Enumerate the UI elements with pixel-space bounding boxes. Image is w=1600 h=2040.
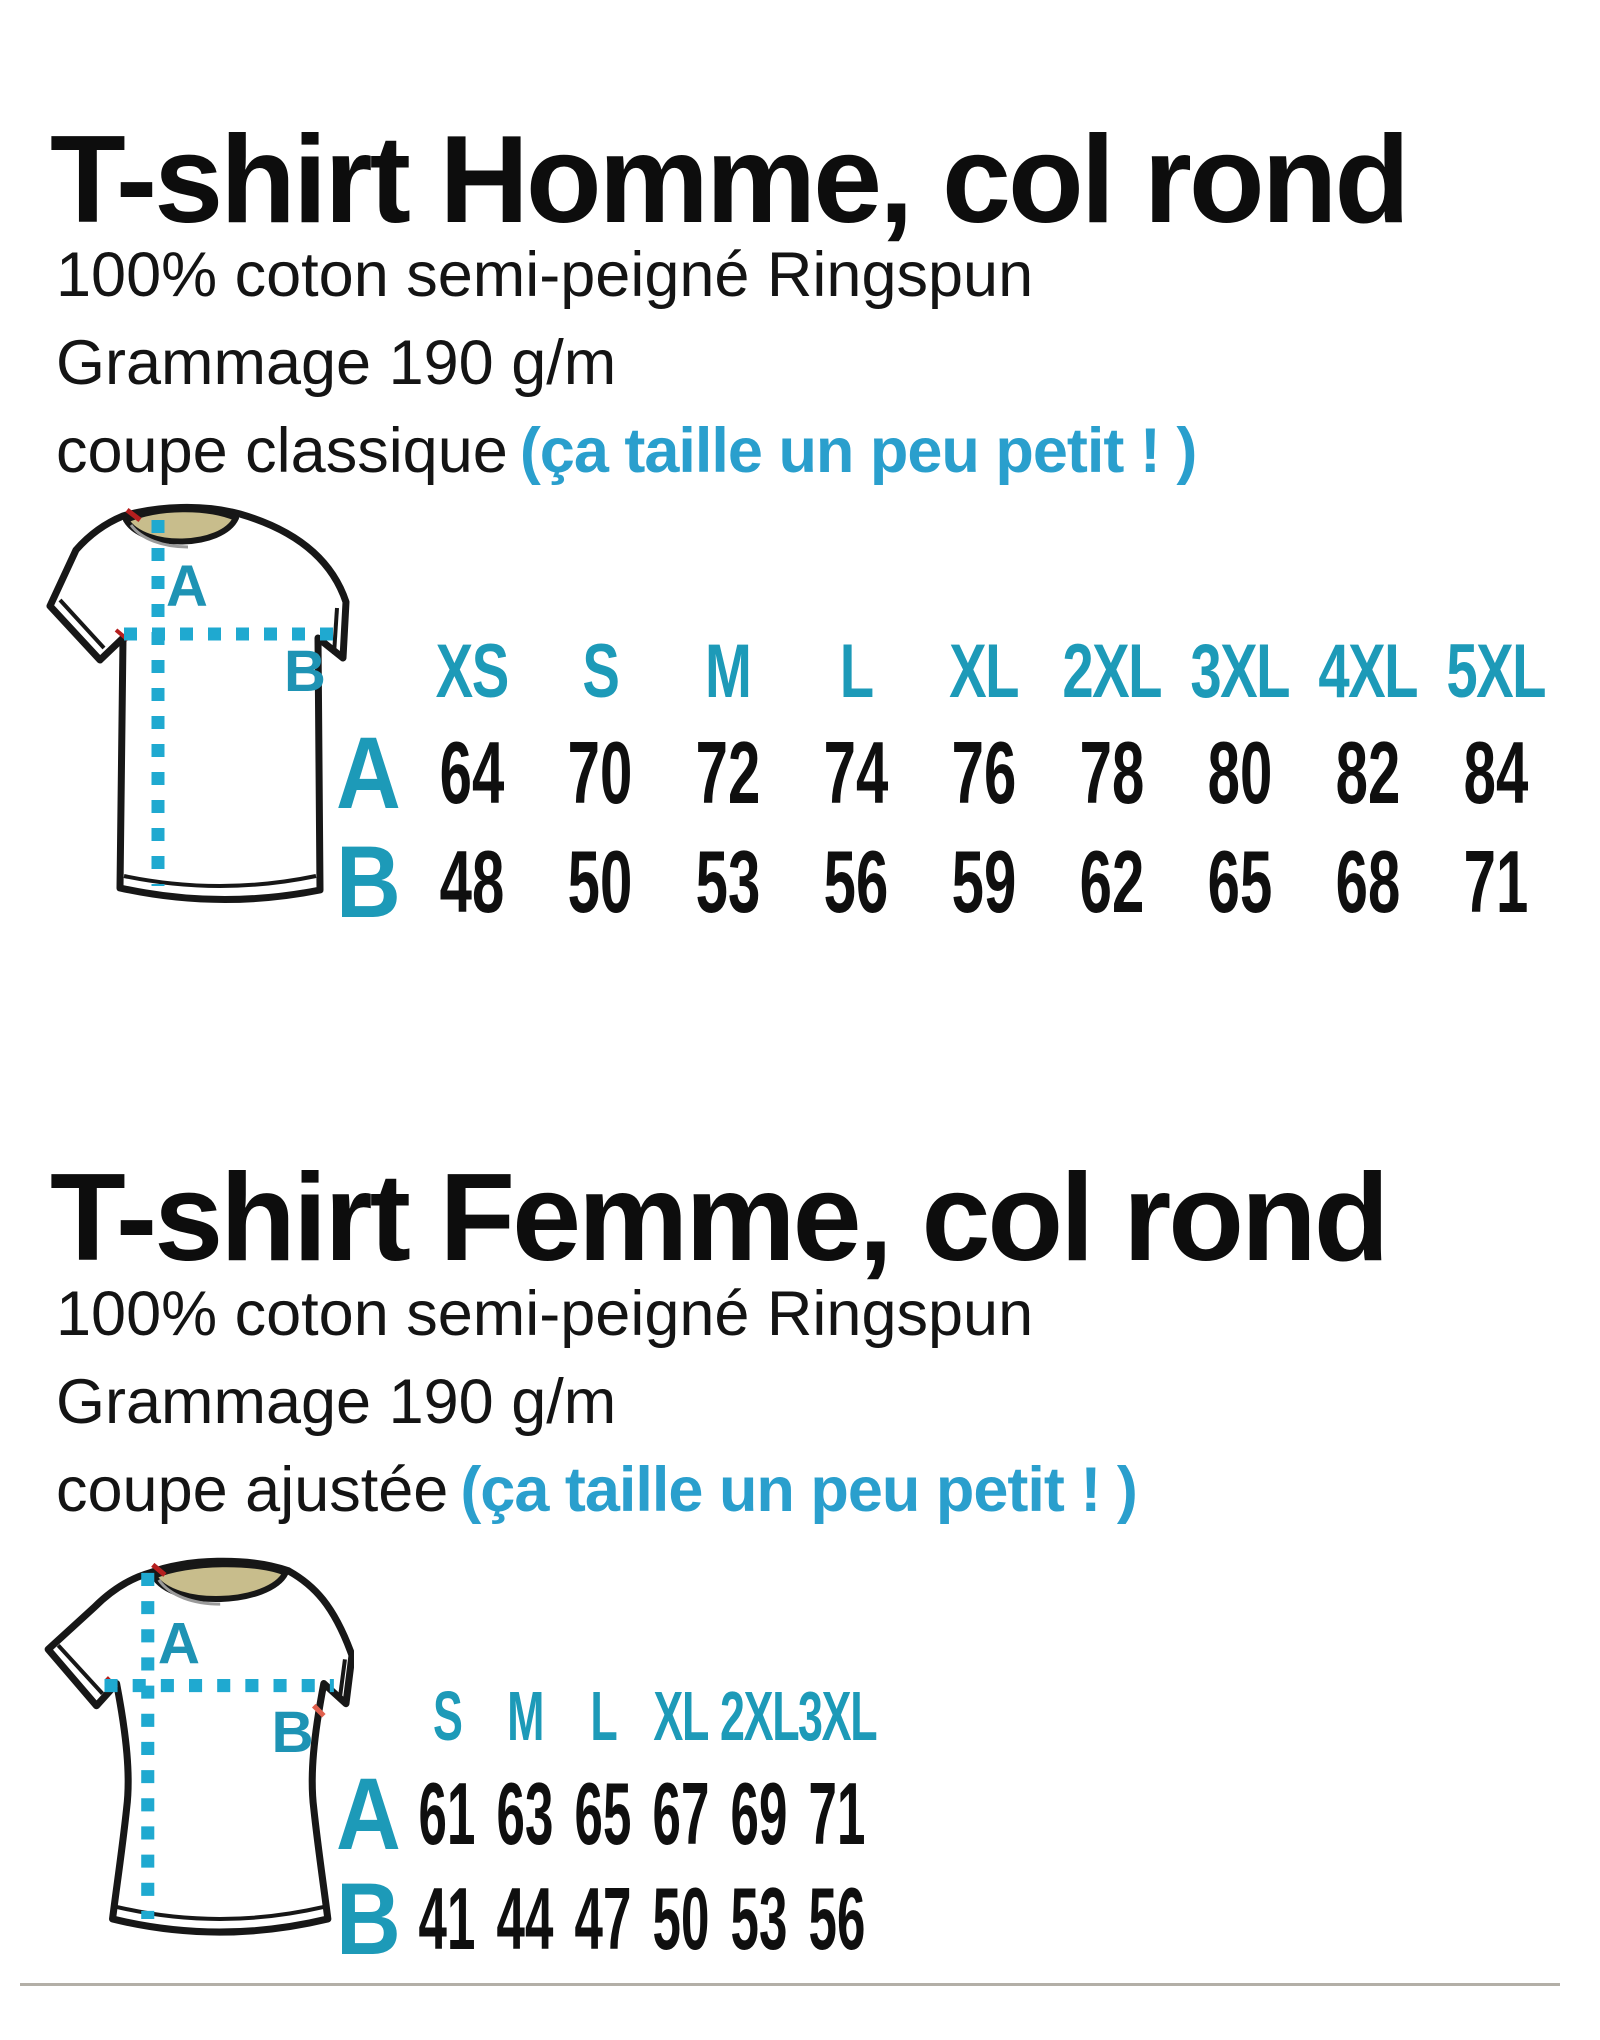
size-value: 64 [439,723,505,822]
size-value: 53 [695,832,761,931]
mens-tshirt-illustration [28,498,350,916]
size-column-header: 3XL [1190,628,1290,714]
size-column-header: XL [653,1677,709,1755]
size-column-header: 4XL [1318,628,1418,714]
bottom-divider [20,1983,1560,1986]
size-value: 59 [951,832,1017,931]
size-value: 62 [1079,832,1145,931]
size-value: 74 [823,723,889,822]
measure-row-label: A [336,715,401,830]
size-value: 70 [567,723,633,822]
measure-row-label: B [336,1861,401,1976]
size-value: 44 [496,1869,554,1968]
womens-tshirt-illustration [22,1543,354,1969]
table-corner [336,624,408,718]
femme-weight-line: Grammage 190 g/m [56,1367,617,1437]
femme-fit-note: (ça taille un peu petit ! ) [460,1455,1137,1525]
homme-size-table [336,624,1560,939]
size-value: 65 [1207,832,1273,931]
size-value: 71 [1463,832,1529,931]
size-value: 50 [652,1869,710,1968]
femme-description [56,1270,1137,1534]
size-value: 47 [574,1869,632,1968]
size-column-header: L [589,1677,617,1755]
size-value: 56 [823,832,889,931]
width-label-b: B [271,1699,314,1765]
size-value: 78 [1079,723,1145,822]
size-value: 84 [1463,723,1529,822]
size-value: 67 [652,1764,710,1863]
size-value: 50 [567,832,633,931]
homme-fit-label: coupe classique [56,416,508,486]
measure-row-label: A [336,1756,401,1871]
femme-fabric-line: 100% coton semi-peigné Ringspun [56,1279,1034,1349]
size-column-header: XS [435,628,509,714]
size-value: 82 [1335,723,1401,822]
size-value: 53 [730,1869,788,1968]
size-column-header: XL [949,628,1019,714]
size-column-header: S [432,1677,462,1755]
size-value: 41 [418,1869,476,1968]
measure-row-label: B [336,824,401,939]
size-value: 69 [730,1764,788,1863]
homme-fit-note: (ça taille un peu petit ! ) [519,416,1197,486]
size-value: 68 [1335,832,1401,931]
table-corner [336,1671,408,1761]
homme-weight-line: Grammage 190 g/m [56,328,617,398]
size-value: 63 [496,1764,554,1863]
size-value: 76 [951,723,1017,822]
size-value: 56 [808,1869,866,1968]
femme-fit-label: coupe ajustée [56,1455,449,1525]
size-value: 72 [695,723,761,822]
size-column-header: 2XL [719,1677,799,1755]
length-label-a: A [166,554,208,619]
homme-fabric-line: 100% coton semi-peigné Ringspun [56,240,1034,310]
size-column-header: M [506,1677,544,1755]
size-value: 80 [1207,723,1273,822]
size-value: 65 [574,1764,632,1863]
homme-description [56,231,1196,495]
length-label-a: A [157,1611,200,1677]
size-column-header: 3XL [797,1677,877,1755]
size-column-header: 5XL [1446,628,1546,714]
size-value: 71 [808,1764,866,1863]
femme-title: T-shirt Femme, col rond [50,1149,1387,1288]
size-value: 48 [439,832,505,931]
homme-fit-line [56,407,1196,495]
femme-fit-line [56,1446,1137,1534]
size-column-header: S [581,628,619,714]
size-column-header: M [705,628,751,714]
femme-tshirt-diagram [22,1543,354,1969]
femme-size-table [336,1671,877,1976]
size-column-header: L [839,628,873,714]
width-label-b: B [284,639,326,704]
size-column-header: 2XL [1062,628,1162,714]
homme-tshirt-diagram [28,498,350,916]
size-value: 61 [418,1764,476,1863]
homme-title: T-shirt Homme, col rond [50,111,1408,250]
